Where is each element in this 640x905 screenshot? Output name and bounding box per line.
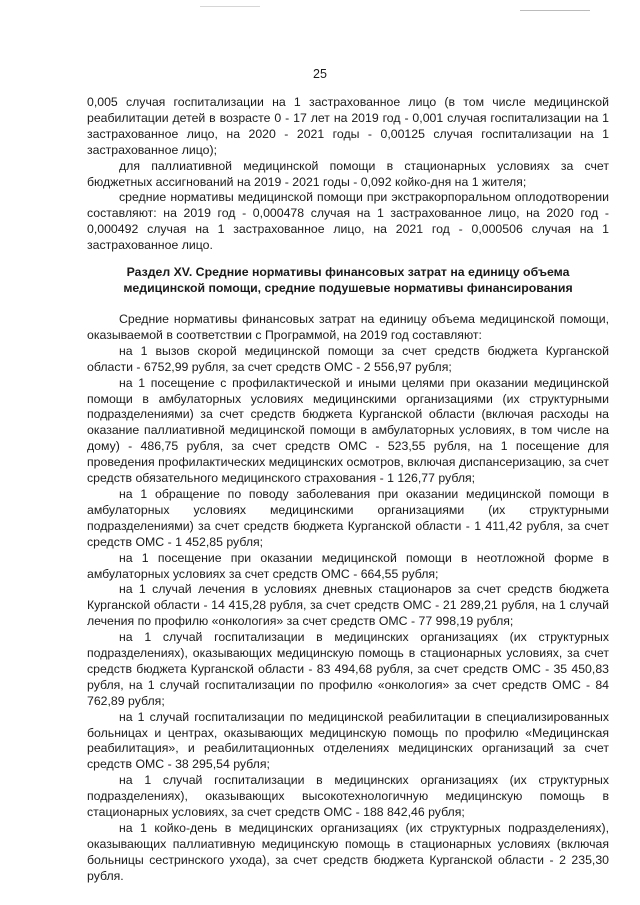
body-paragraphs (87, 312, 609, 885)
paragraph: на 1 случай госпитализации по медицинской реабилитации в специализированных больницах и центрах, оказывающих медицинскую помощь по профилю «Медицинская реабилитация», и реабилитационных отделениях медицинских организаций за счет средств ОМС - 38 295,54 рубля; (87, 709, 609, 772)
top-paragraphs (87, 95, 609, 254)
paragraph: средние нормативы медицинской помощи при экстракорпоральном оплодотворении составляют: на 2019 год - 0,000478 случая на 1 застрахованное лицо, на 2020 год - 0,000492 случая на 1 застрахованное лицо, на 2021 год - 0,000506 случая на 1 застрахованное лицо. (87, 190, 609, 253)
paragraph: на 1 случай госпитализации в медицинских организациях (их структурных подразделениях), оказывающих медицинскую помощь в стационарных условиях, за счет средств бюджета Курганской области - 83 494,68 рубля, за счет средств ОМС - 35 450,83 рубля, на 1 случай госпитализации по профилю «онкология» за счет средств ОМС - 84 762,89 рубля; (87, 630, 609, 708)
paragraph: Средние нормативы финансовых затрат на единицу объема медицинской помощи, оказываемой в соответствии с Программой, на 2019 год составляют: (87, 312, 609, 342)
paragraph: для паллиативной медицинской помощи в стационарных условиях за счет бюджетных ассигнований на 2019 - 2021 годы - 0,092 койко-дня на 1 жителя; (87, 158, 609, 189)
scan-artifact (520, 10, 590, 11)
section-heading: Раздел XV. Средние нормативы финансовых затрат на единицу объема медицинской помощи, средние подушевые нормативы финансирования (123, 265, 573, 295)
paragraph: на 1 случай лечения в условиях дневных стационаров за счет средств бюджета Курганской области - 14 415,28 рубля, за счет средств ОМС - 21 289,21 рубля, на 1 случай лечения по профилю «онкология» за счет средств ОМС - 77 998,19 рубля; (87, 582, 609, 629)
paragraph: на 1 случай госпитализации в медицинских организациях (их структурных подразделениях), оказывающих высокотехнологичную медицинскую помощь в стационарных условиях, за счет средств ОМС - 188 842,46 рубля; (87, 773, 609, 820)
paragraph: 0,005 случая госпитализации на 1 застрахованное лицо (в том числе медицинской реабилитации детей в возрасте 0 - 17 лет на 2019 год - 0,001 случая госпитализации на 1 застрахованное лицо, на 2020 - 2021 годы - 0,00125 случая госпитализации на 1 застрахованное лицо); (87, 95, 609, 157)
paragraph: на 1 обращение по поводу заболевания при оказании медицинской помощи в амбулаторных условиях медицинскими организациями (их структурными подразделениями) за счет средств бюджета Курганской области - 1 411,42 рубля, за счет средств ОМС - 1 452,85 рубля; (87, 486, 609, 549)
paragraph: на 1 посещение с профилактической и иными целями при оказании медицинской помощи в амбулаторных условиях медицинскими организациями (их структурными подразделениями) за счет средств бюджета Курганской области (включая расходы на оказание паллиативной медицинской помощи в амбулаторных условиях, в том числе на дому) - 486,75 рубля, за счет средств ОМС - 523,55 рубля, на 1 посещение для проведения профилактических медицинских осмотров, включая диспансеризацию, за счет средств обязательного медицинского страхования - 1 126,77 рубля; (87, 375, 609, 486)
paragraph: на 1 посещение при оказании медицинской помощи в неотложной форме в амбулаторных условиях за счет средств ОМС - 664,55 рубля; (87, 550, 609, 581)
paragraph: на 1 вызов скорой медицинской помощи за счет средств бюджета Курганской области - 6752,99 рубля, за счет средств ОМС - 2 556,97 рубля; (87, 343, 609, 374)
paragraph: на 1 койко-день в медицинских организациях (их структурных подразделениях), оказывающих паллиативную медицинскую помощь в стационарных условиях (включая больницы сестринского ухода), за счет средств бюджета Курганской области - 2 235,30 рубля. (87, 821, 609, 883)
scan-artifact (200, 6, 260, 7)
page-number: 25 (313, 67, 327, 81)
